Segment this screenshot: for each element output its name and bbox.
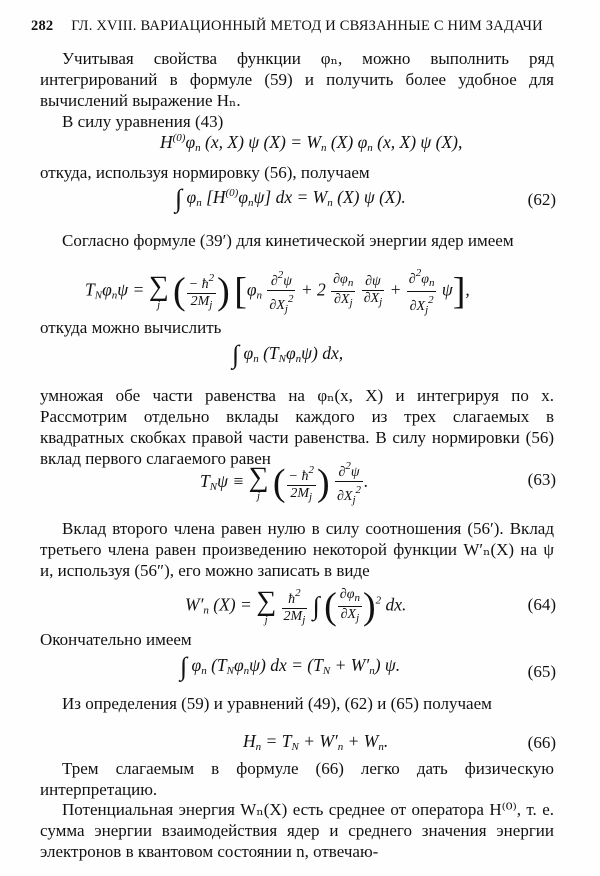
paragraph-potential-energy: Потенциальная энергия Wₙ(X) есть среднее от оператора H⁽⁰⁾, т. е. сумма энергии взаимодействия ядер и среднего значения энергии электронов в квантовом состоянии n, отвечаю- xyxy=(40,800,554,861)
equation-62: ∫ $\varphi_n$ $[H^{(0)}\varphi_n\psi]$ dx = $W_n$ (X) ψ (X). xyxy=(175,184,406,213)
equation-62-number: (62) xyxy=(527,190,556,209)
paragraph-second-third-terms: Вклад второго члена равен нулю в силу соотношения (56′). Вклад третьего члена равен произведению некоторой функции W′ₙ(X) на ψ и, используя (56″), его можно записать в виде xyxy=(40,519,554,580)
paragraph-contributions: умножая обе части равенства на φₙ(x, X) и интегрируя по x. Рассмотрим отдельно вклады каждого из трех слагаемых в квадратных скобках правой части равенства. В силу нормировки (56) вклад первого слагаемого равен xyxy=(40,386,554,468)
paragraph-interpretation: Трем слагаемым в формуле (66) легко дать физическую интерпретацию. xyxy=(40,759,554,799)
running-header xyxy=(31,18,571,35)
equation-65: ∫ $\varphi_n$ $(T_N\varphi_n\psi)$ dx = $(T_N + W'_n)$ ψ. xyxy=(180,652,401,681)
equation-65-number: (65) xyxy=(527,662,556,681)
paragraph-kinetic-energy: Согласно формуле (39′) для кинетической энергии ядер имеем xyxy=(62,231,514,250)
equation-63-number: (63) xyxy=(527,470,556,489)
line-by-equation-43: В силу уравнения (43) xyxy=(62,112,224,131)
equation-integral: ∫ $\varphi_n$ $(T_N\varphi_n\psi)$ dx, xyxy=(232,340,344,369)
equation-66: $H_n = T_N + W'_n + W_n$. xyxy=(243,731,389,753)
line-whence-normalization: откуда, используя нормировку (56), получаем xyxy=(40,163,370,182)
line-whence-compute: откуда можно вычислить xyxy=(40,318,222,337)
equation-43: $H^{(0)}\varphi_n$ (x, X) ψ $(X) = W_n$ (X) $\varphi_n$ (x, X) ψ (X), xyxy=(160,132,463,154)
equation-kinetic: $T_N\varphi_n\psi$ = ∑ j ( $\frac{- ħ^2}{2M_j}$ ) [$\varphi_n$ $\frac{\partial^2\psi}{\partial X_j^2}$ + 2 $\frac{\partial\varphi_n}{\partial X_j}$ $\frac{\partial\psi}{\partial X_j}$ + $\frac{\partial^2\varphi_n}{\partial X_j^2}$ ψ], xyxy=(85,267,470,316)
chapter-title: ГЛ. XVIII. ВАРИАЦИОННЫЙ МЕТОД И СВЯЗАННЫЕ С НИМ ЗАДАЧИ xyxy=(71,18,543,34)
equation-64-number: (64) xyxy=(527,595,556,614)
page-number: 282 xyxy=(31,18,54,34)
equation-66-number: (66) xyxy=(527,733,556,752)
equation-64: $W'_n$ (X) = ∑ j $\frac{ħ^2}{2M_j}$ ∫ ( $\frac{\partial\varphi_n}{\partial X_j}$ )$^2$ dx. xyxy=(185,585,407,628)
line-finally: Окончательно имеем xyxy=(40,630,192,649)
paragraph-1: Учитывая свойства функции φₙ, можно выполнить ряд интегрирований в формуле (59) и получить более удобное для вычислений выражение Hₙ. xyxy=(40,49,554,110)
equation-63: $T_N\psi$ ≡ ∑ j ( $\frac{- ħ^2}{2M_j}$ ) $\frac{\partial^2\psi}{\partial X_j^2}$ . xyxy=(200,460,369,506)
paragraph-from-definition: Из определения (59) и уравнений (49), (62) и (65) получаем xyxy=(62,694,492,713)
